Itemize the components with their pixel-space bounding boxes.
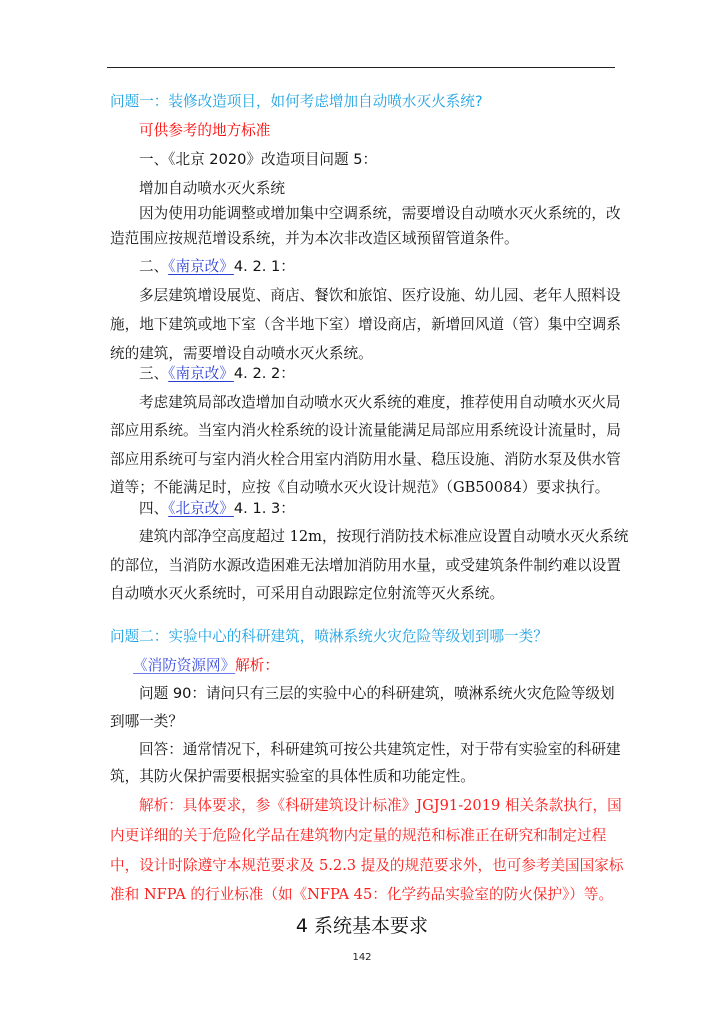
source-line (133, 656, 638, 676)
item-4-body-line: 自动喷水灭火系统时，可采用自动跟踪定位射流等灭火系统。 (110, 585, 505, 602)
beijing-reform-link[interactable]: 《北京改》 (168, 500, 234, 517)
answer-line: 筑，其防火保护需要根据实验室的具体性质和功能定性。 (110, 768, 475, 785)
nanjing-reform-link[interactable]: 《南京改》 (168, 365, 234, 382)
item-2-body-line: 多层建筑增设展览、商店、餐饮和旅馆、医疗设施、幼儿园、老年人照料设 (139, 287, 621, 304)
item-3-body-line: 道等；不能满足时，应按《自动喷水灭火设计规范》（GB50084）要求执行。 (110, 479, 610, 496)
item-3-body-line: 部应用系统可与室内消火栓合用室内消防用水量、稳压设施、消防水泵及供水管 (110, 451, 621, 468)
item-2-body-line: 统的建筑，需要增设自动喷水灭火系统。 (110, 345, 373, 362)
item-3-clause: 4. 2. 2： (233, 365, 295, 382)
item-2-clause: 4. 2. 1： (233, 258, 295, 275)
analysis-line: 内更详细的关于危险化学品在建筑物内定量的规范和标准正在研究和制定过程 (110, 827, 607, 844)
reference-standards-heading: 可供参考的地方标准 (139, 122, 271, 139)
analysis-line: 中，设计时除遵守本规范要求及 5.2.3 提及的规范要求外，也可参考美国国家标 (110, 857, 624, 874)
question-90-line: 问题 90：请问只有三层的实验中心的科研建筑，喷淋系统火灾危险等级划 (139, 685, 615, 702)
item-3-body-line: 部应用系统。当室内消火栓系统的设计流量能满足局部应用系统设计流量时，局 (110, 422, 621, 439)
question-90-line: 到哪一类？ (110, 713, 183, 730)
item-4-heading (139, 499, 644, 519)
item-1-heading: 一、《北京 2020》改造项目问题 5： (139, 151, 378, 168)
item-4-clause: 4. 1. 3： (233, 500, 295, 517)
item-1-subheading: 增加自动喷水灭火系统 (139, 180, 285, 197)
item-3-body-line: 考虑建筑局部改造增加自动喷水灭火系统的难度，推荐使用自动喷水灭火局 (139, 394, 621, 411)
fire-resources-link[interactable]: 《消防资源网》 (133, 657, 236, 674)
item-2-heading (139, 257, 644, 277)
answer-line: 回答：通常情况下，科研建筑可按公共建筑定性，对于带有实验室的科研建 (139, 741, 621, 758)
analysis-line: 解析：具体要求，参《科研建筑设计标准》JGJ91-2019 相关条款执行，国 (139, 797, 622, 814)
item-4-body-line: 的部位，当消防水源改造困难无法增加消防用水量，或受建筑条件制约难以设置 (110, 557, 621, 574)
analysis-label: 解析： (235, 657, 279, 674)
question-1-title: 问题一：装修改造项目，如何考虑增加自动喷水灭火系统? (110, 93, 483, 110)
nanjing-reform-link[interactable]: 《南京改》 (168, 258, 234, 275)
analysis-line: 准和 NFPA 的行业标准（如《NFPA 45：化学药品实验室的防火保护》）等。 (110, 886, 614, 903)
question-2-title: 问题二：实验中心的科研建筑，喷淋系统火灾危险等级划到哪一类？ (110, 628, 548, 645)
item-1-body-line: 因为使用功能调整或增加集中空调系统，需要增设自动喷水灭火系统的，改 (139, 205, 621, 222)
item-3-prefix: 三、 (139, 365, 169, 382)
item-4-body-line: 建筑内部净空高度超过 12m，按现行消防技术标准应设置自动喷水灭火系统 (139, 528, 629, 545)
item-3-heading (139, 364, 644, 384)
chapter-heading: 4 系统基本要求 (295, 915, 429, 937)
page-number: 142 (352, 952, 372, 963)
item-1-body-line: 造范围应按规范增设系统，并为本次非改造区域预留管道条件。 (110, 230, 519, 247)
item-2-body-line: 施，地下建筑或地下室（含半地下室）增设商店，新增回风道（管）集中空调系 (110, 316, 621, 333)
item-4-prefix: 四、 (139, 500, 169, 517)
item-2-prefix: 二、 (139, 258, 169, 275)
header-rule (107, 67, 615, 68)
